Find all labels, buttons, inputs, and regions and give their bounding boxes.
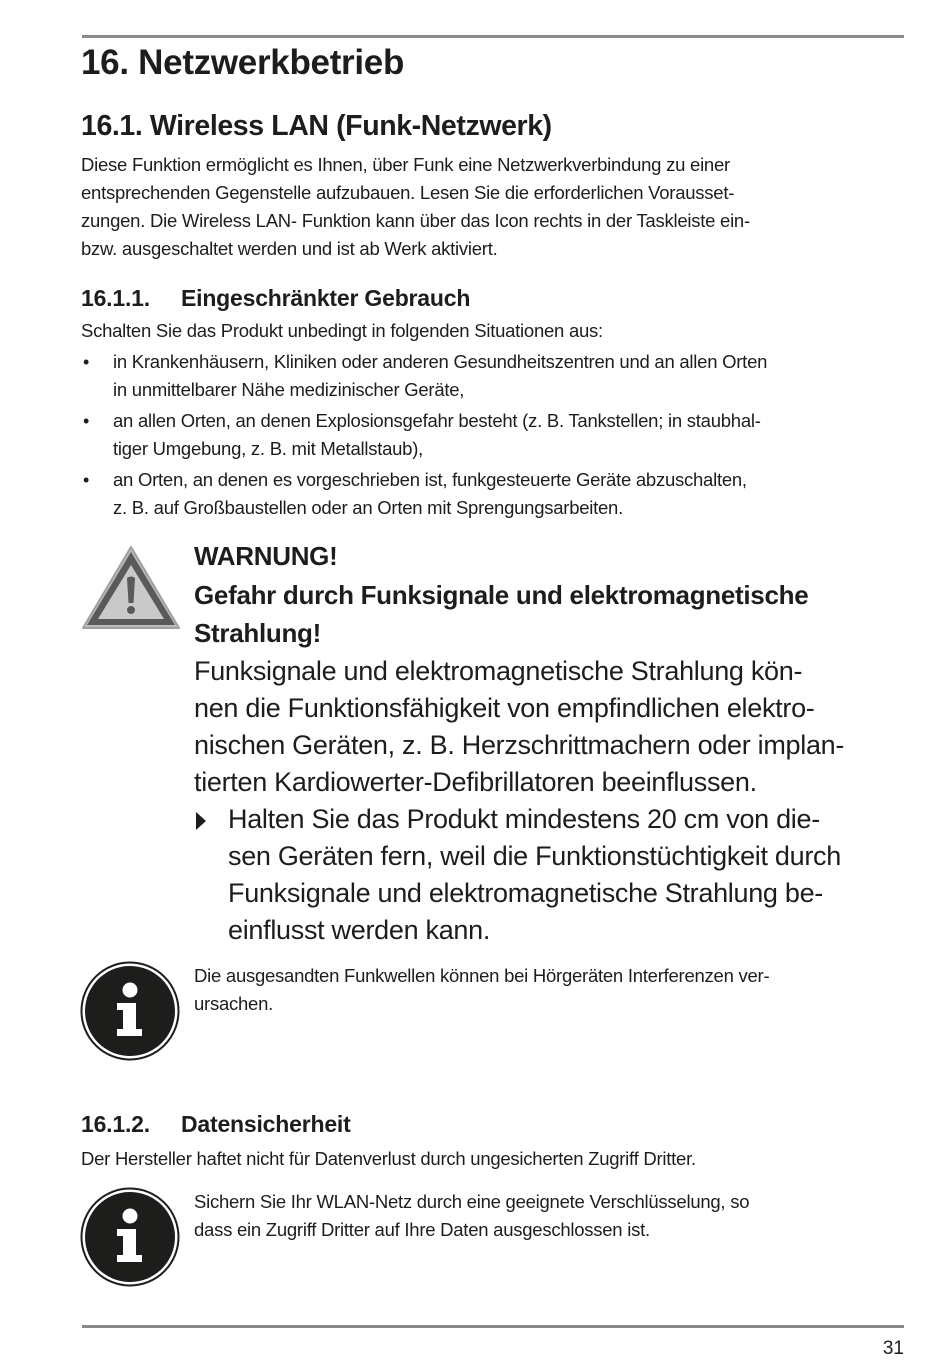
intro-line: bzw. ausgeschaltet werden und ist ab Werk aktiviert.: [81, 238, 498, 259]
intro-paragraph: [81, 151, 911, 263]
subsection-number: 16.1.1.: [81, 285, 150, 311]
warning-body-line: nen die Funktionsfähigkeit von empfindlichen elektro-: [194, 692, 815, 723]
list-item-line: in Krankenhäusern, Kliniken oder anderen Gesundheitszentren und an allen Orten: [113, 351, 768, 372]
list-item-line: z. B. auf Großbaustellen oder an Orten mit Sprengungsarbeiten.: [113, 497, 623, 518]
list-item-line: tiger Umgebung, z. B. mit Metallstaub),: [113, 438, 424, 459]
info-icon: [80, 1187, 180, 1287]
list-item: [81, 466, 911, 522]
warning-action-line: Funksignale und elektromagnetische Strahlung be-: [228, 877, 823, 908]
warning-body-line: tierten Kardiowerter-Defibrillatoren beeinflussen.: [194, 766, 757, 797]
intro-line: entsprechenden Gegenstelle aufzubauen. Lesen Sie die erforderlichen Vorausset-: [81, 182, 735, 203]
subsection-title-data-security: [81, 1109, 351, 1139]
warning-body-line: nischen Geräten, z. B. Herzschrittmachern oder implan-: [194, 729, 845, 760]
warning-action-line: Halten Sie das Produkt mindestens 20 cm von die-: [228, 803, 820, 834]
warning-title: [194, 576, 914, 653]
bullet-icon: •: [83, 470, 90, 490]
warning-action-line: sen Geräten fern, weil die Funktionstüchtigkeit durch: [228, 840, 841, 871]
data-security-lead: Der Hersteller haftet nicht für Datenverlust durch ungesicherten Zugriff Dritter.: [81, 1148, 696, 1169]
restricted-use-list: [81, 348, 911, 525]
page-number: 31: [882, 1338, 904, 1359]
warning-action: [194, 801, 914, 949]
intro-line: zungen. Die Wireless LAN- Funktion kann über das Icon rechts in der Taskleiste ein-: [81, 210, 750, 231]
chapter-title: 16. Netzwerkbetrieb: [81, 43, 405, 82]
warning-action-line: einflusst werden kann.: [228, 914, 491, 945]
subsection-title-restricted-use: [81, 283, 470, 313]
warning-title-line: Strahlung!: [194, 618, 321, 648]
warning-block: [194, 537, 914, 949]
list-item-line: an Orten, an denen es vorgeschrieben ist, funkgesteuerte Geräte abzuschalten,: [113, 469, 747, 490]
action-arrow-icon: [196, 812, 206, 830]
warning-body: [194, 653, 914, 801]
warning-title-line: Gefahr durch Funksignale und elektromagnetische: [194, 579, 809, 610]
intro-line: Diese Funktion ermöglicht es Ihnen, über Funk eine Netzwerkverbindung zu einer: [81, 154, 730, 175]
list-item: [81, 407, 911, 463]
info-line: dass ein Zugriff Dritter auf Ihre Daten ausgeschlossen ist.: [194, 1219, 650, 1240]
subsection-label: Datensicherheit: [181, 1111, 351, 1137]
section-title: 16.1. Wireless LAN (Funk-Netzwerk): [81, 110, 552, 142]
info-line: ursachen.: [194, 993, 273, 1014]
info-line: Die ausgesandten Funkwellen können bei Hörgeräten Interferenzen ver-: [194, 965, 770, 986]
bullet-icon: •: [83, 411, 90, 431]
bullet-icon: •: [83, 352, 90, 372]
subsection-label: Eingeschränkter Gebrauch: [181, 285, 471, 311]
list-item-line: in unmittelbarer Nähe medizinischer Geräte,: [113, 379, 465, 400]
info-wlan-encryption-text: [194, 1188, 914, 1244]
bottom-divider: [82, 1325, 904, 1328]
info-icon: [80, 961, 180, 1061]
warning-body-line: Funksignale und elektromagnetische Strahlung kön-: [194, 655, 803, 686]
subsection-number: 16.1.2.: [81, 1111, 150, 1137]
list-item-line: an allen Orten, an denen Explosionsgefahr besteht (z. B. Tankstellen; in staubhal-: [113, 410, 761, 431]
info-hearing-aids-text: [194, 962, 914, 1018]
top-divider: [82, 35, 904, 38]
warning-label: WARNUNG!: [194, 541, 338, 571]
warning-triangle-icon: [81, 545, 181, 631]
list-item: [81, 348, 911, 404]
restricted-use-lead: Schalten Sie das Produkt unbedingt in folgenden Situationen aus:: [81, 320, 603, 341]
info-line: Sichern Sie Ihr WLAN-Netz durch eine geeignete Verschlüsselung, so: [194, 1191, 750, 1212]
